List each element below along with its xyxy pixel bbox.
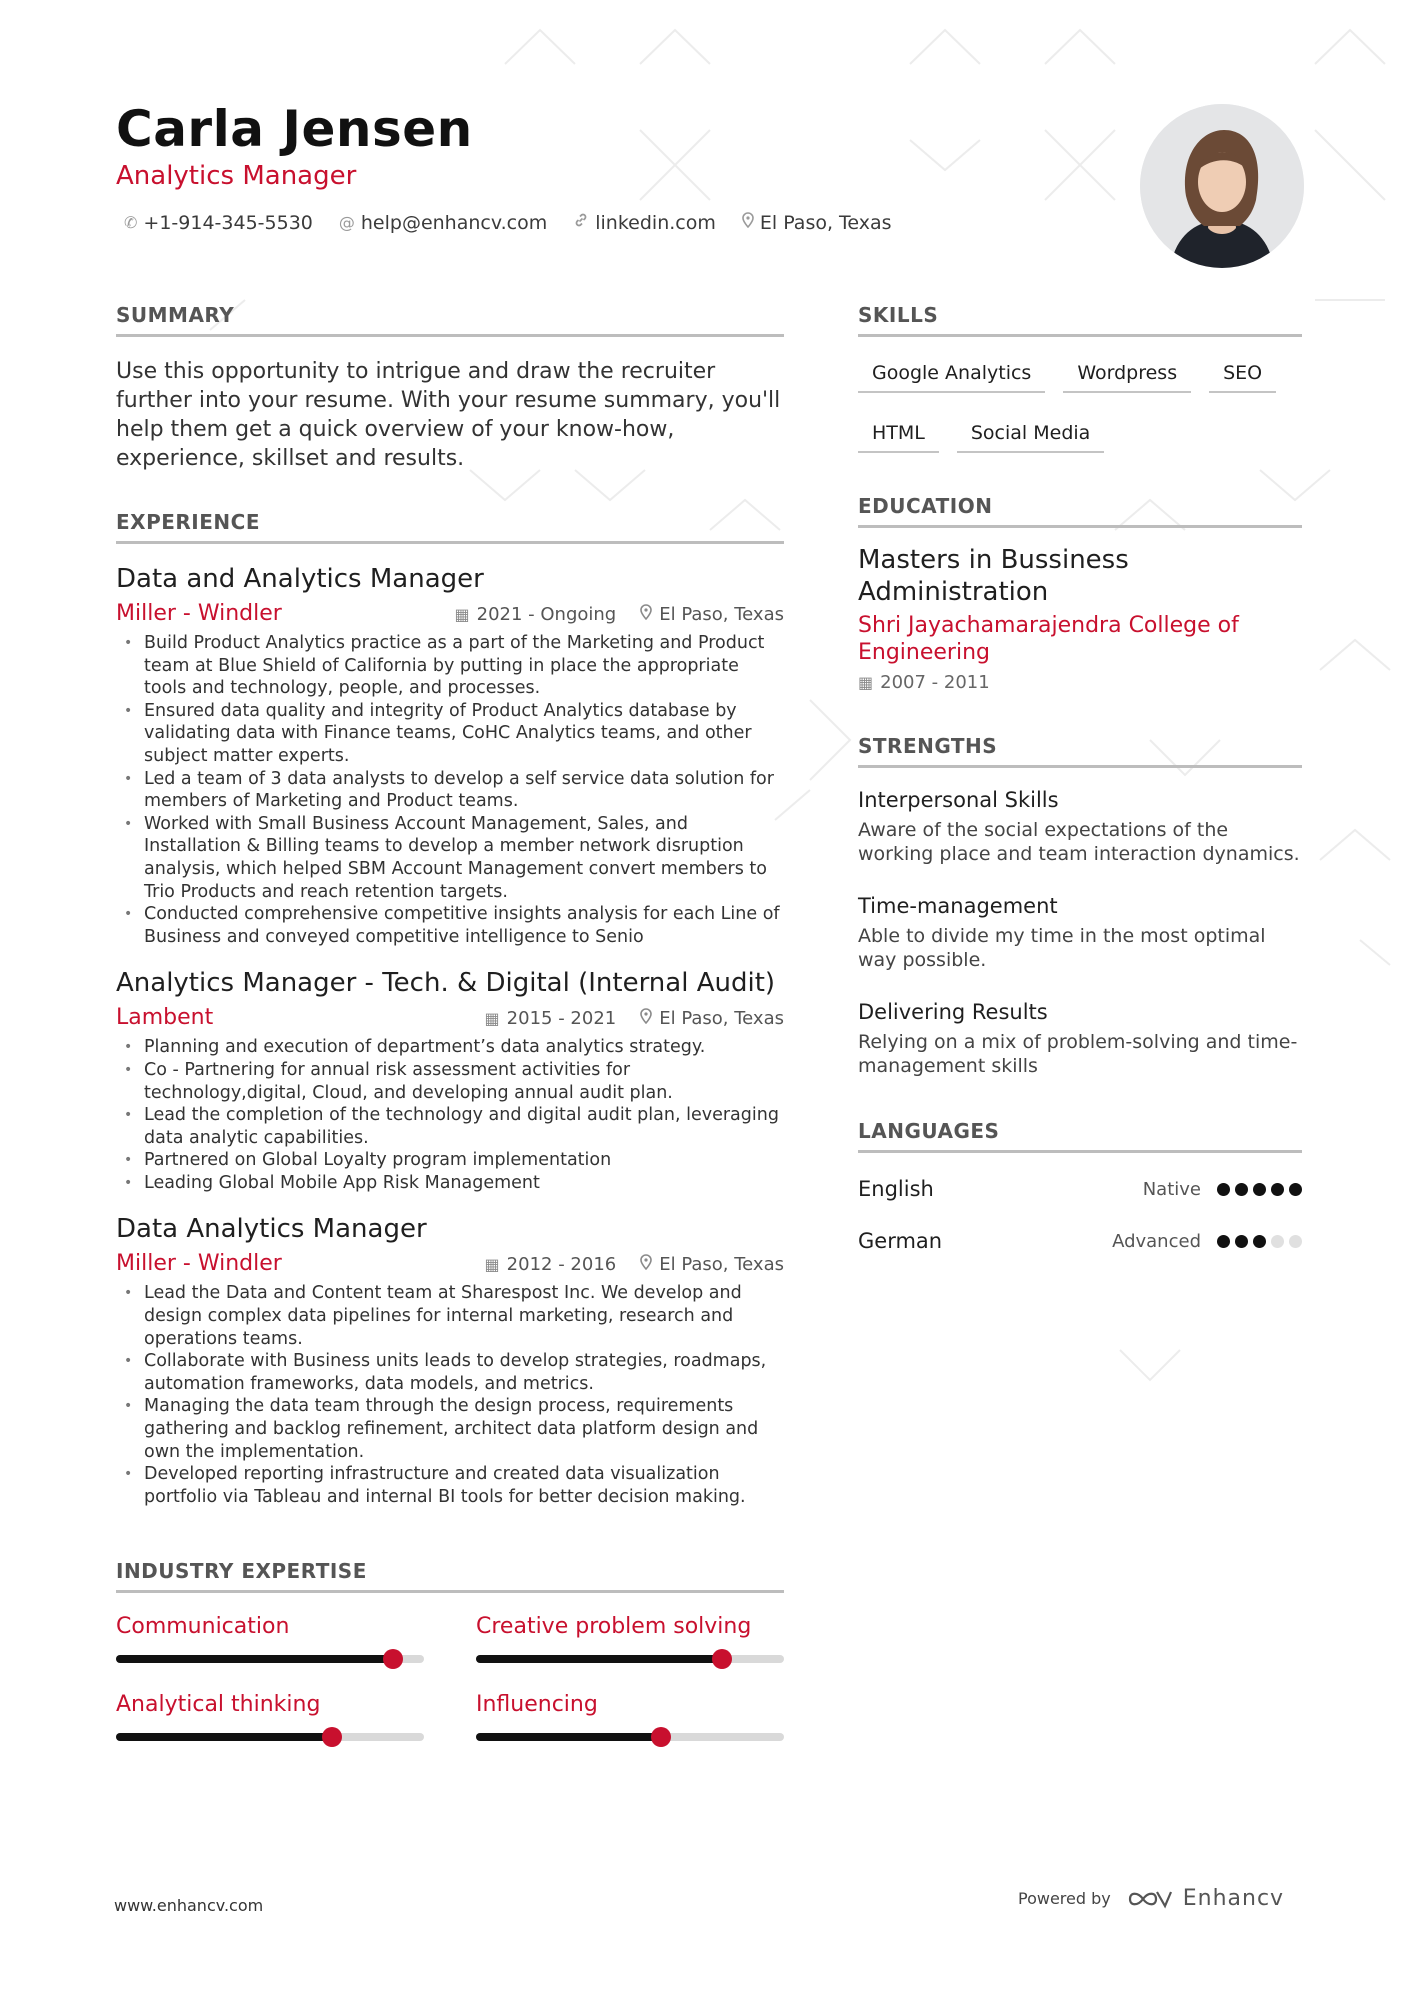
language-row: [858, 1173, 1302, 1205]
contact-bar: [124, 210, 892, 236]
expertise-item: [116, 1691, 424, 1741]
job-location: El Paso, Texas: [659, 1007, 784, 1029]
strength-desc: Aware of the social expectations of the working place and team interaction dynamics.: [858, 819, 1300, 865]
skill-tag: HTML: [858, 415, 939, 453]
level-dot: [1253, 1235, 1266, 1248]
left-column: [116, 302, 784, 1741]
strength-title: Time-management: [858, 894, 1058, 918]
location-pin-icon: [742, 210, 754, 236]
location-text: El Paso, Texas: [759, 212, 892, 234]
phone-icon: ✆: [124, 213, 138, 232]
job-entry: [116, 1212, 784, 1508]
expertise-grid: [116, 1613, 784, 1741]
skill-tag: Wordpress: [1063, 355, 1191, 393]
strength-item: [858, 998, 1302, 1078]
level-dot: [1235, 1183, 1248, 1196]
language-name: English: [858, 1177, 934, 1201]
footer-website[interactable]: www.enhancv.com: [114, 1896, 264, 1915]
summary-section: [116, 302, 784, 473]
language-name: German: [858, 1229, 943, 1253]
job-bullets: [116, 632, 784, 948]
job-bullets: [116, 1036, 784, 1194]
education-section: [858, 493, 1302, 693]
at-icon: @: [338, 213, 355, 232]
expertise-bar: [116, 1733, 424, 1741]
contact-linkedin[interactable]: [573, 210, 716, 236]
job-meta: [116, 600, 784, 628]
phone-text: +1-914-345-5530: [143, 212, 313, 234]
expertise-bar-knob: [322, 1727, 342, 1747]
email-text: help@enhancv.com: [360, 212, 548, 234]
expertise-bar: [476, 1655, 784, 1663]
expertise-bar-fill: [116, 1655, 393, 1663]
calendar-icon: ▦: [454, 604, 470, 624]
job-meta: [116, 1250, 784, 1278]
languages-heading: LANGUAGES: [858, 1118, 1302, 1153]
job-meta: [116, 1004, 784, 1032]
experience-section: [116, 509, 784, 1508]
level-dot: [1253, 1183, 1266, 1196]
job-dates: 2021 - Ongoing: [476, 603, 617, 625]
language-row: [858, 1225, 1302, 1257]
enhancv-logo-icon: [1127, 1888, 1173, 1910]
right-column: [858, 302, 1302, 1257]
strength-title: Delivering Results: [858, 1000, 1048, 1024]
education-school: Shri Jayachamarajendra College of Engineering: [858, 613, 1239, 665]
expertise-bar-fill: [476, 1655, 722, 1663]
job-company: Miller - Windler: [116, 601, 282, 626]
profile-photo: [1140, 104, 1304, 268]
industry-expertise-heading: INDUSTRY EXPERTISE: [116, 1558, 784, 1593]
strength-desc: Relying on a mix of problem-solving and time-management skills: [858, 1031, 1298, 1077]
expertise-bar: [116, 1655, 424, 1663]
strengths-heading: STRENGTHS: [858, 733, 1302, 768]
languages-section: [858, 1118, 1302, 1257]
skill-tag: Google Analytics: [858, 355, 1045, 393]
language-dots: [1217, 1235, 1302, 1248]
job-location: El Paso, Texas: [659, 1253, 784, 1275]
location-pin-icon: [640, 1254, 652, 1274]
bullet-item: • Collaborate with Business units leads to develop strategies, roadmaps, automation frameworks, data models, and metrics.: [144, 1350, 784, 1395]
language-level: Native: [1142, 1178, 1201, 1200]
job-company: Miller - Windler: [116, 1251, 282, 1277]
strengths-section: [858, 733, 1302, 1078]
bullet-item: • Lead the Data and Content team at Sharespost Inc. We develop and design complex data pipelines for internal marketing, research and operations teams.: [144, 1282, 784, 1350]
language-dots: [1217, 1183, 1302, 1196]
level-dot: [1217, 1183, 1230, 1196]
contact-phone[interactable]: [124, 210, 313, 236]
job-entry: [116, 966, 784, 1194]
education-degree: Masters in Bussiness Administration: [858, 545, 1129, 607]
skill-tag: SEO: [1209, 355, 1276, 393]
location-pin-icon: [640, 604, 652, 624]
level-dot: [1235, 1235, 1248, 1248]
job-title: Analytics Manager - Tech. & Digital (Internal Audit): [116, 968, 776, 999]
expertise-label: Communication: [116, 1614, 290, 1640]
powered-by-text: Powered by: [1018, 1889, 1111, 1908]
expertise-bar-fill: [476, 1733, 661, 1741]
location-pin-icon: [640, 1008, 652, 1028]
level-dot: [1289, 1183, 1302, 1196]
bullet-item: • Planning and execution of department’s data analytics strategy.: [144, 1036, 784, 1059]
expertise-bar-knob: [712, 1649, 732, 1669]
bullet-item: • Leading Global Mobile App Risk Management: [144, 1172, 784, 1195]
candidate-role: Analytics Manager: [116, 161, 357, 191]
bullet-item: • Ensured data quality and integrity of Product Analytics database by validating data with Finance teams, CoHC Analytics teams, and other subject matter experts.: [144, 700, 784, 768]
calendar-icon: ▦: [858, 673, 874, 692]
expertise-label: Analytical thinking: [116, 1692, 321, 1718]
job-title: Data and Analytics Manager: [116, 564, 484, 594]
bullet-item: • Managing the data team through the design process, requirements gathering and backlog refinement, architect data platform design and own the implementation.: [144, 1395, 784, 1463]
bullet-item: • Build Product Analytics practice as a part of the Marketing and Product team at Blue Shield of California by putting in place the appropriate tools and technology, people, and processes.: [144, 632, 784, 700]
strength-item: [858, 892, 1302, 972]
expertise-bar-knob: [651, 1727, 671, 1747]
expertise-label: Creative problem solving: [476, 1614, 752, 1640]
level-dot: [1217, 1235, 1230, 1248]
job-dates: 2015 - 2021: [506, 1007, 617, 1029]
calendar-icon: ▦: [484, 1008, 500, 1028]
strength-desc: Able to divide my time in the most optimal way possible.: [858, 925, 1266, 971]
calendar-icon: ▦: [484, 1254, 500, 1274]
summary-text: Use this opportunity to intrigue and draw the recruiter further into your resume. With your resume summary, you'll help them get a quick overview of your know-how, experience, skillset and results.: [116, 359, 781, 471]
strength-item: [858, 786, 1302, 866]
industry-expertise-section: [116, 1558, 784, 1741]
job-title: Data Analytics Manager: [116, 1214, 427, 1245]
bullet-item: • Lead the completion of the technology and digital audit plan, leveraging data analytic capabilities.: [144, 1104, 784, 1149]
job-location: El Paso, Texas: [659, 603, 784, 625]
level-dot: [1271, 1183, 1284, 1196]
education-dates: 2007 - 2011: [880, 672, 990, 693]
job-bullets: [116, 1282, 784, 1508]
candidate-name: Carla Jensen: [116, 100, 473, 158]
bullet-item: • Developed reporting infrastructure and created data visualization portfolio via Tableau and internal BI tools for better decision making.: [144, 1463, 784, 1508]
summary-heading: SUMMARY: [116, 302, 784, 337]
experience-heading: EXPERIENCE: [116, 509, 784, 544]
skills-list: [858, 355, 1302, 453]
bullet-item: • Led a team of 3 data analysts to develop a self service data solution for members of Marketing and Product teams.: [144, 768, 784, 813]
footer-branding: [1018, 1886, 1284, 1911]
bullet-item: • Worked with Small Business Account Management, Sales, and Installation & Billing teams to develop a member network disruption analysis, which helped SBM Account Management convert members to Trio Products and reach retention targets.: [144, 813, 784, 903]
expertise-item: [116, 1613, 424, 1663]
education-dates-row: [858, 672, 1302, 693]
expertise-label: Influencing: [476, 1692, 598, 1718]
linkedin-text: linkedin.com: [595, 212, 716, 234]
expertise-bar-knob: [383, 1649, 403, 1669]
expertise-bar: [476, 1733, 784, 1741]
link-icon: [573, 210, 589, 236]
skill-tag: Social Media: [957, 415, 1104, 453]
job-entry: [116, 562, 784, 948]
strength-title: Interpersonal Skills: [858, 788, 1059, 812]
contact-location: [742, 210, 892, 236]
expertise-item: [476, 1613, 784, 1663]
language-level: Advanced: [1112, 1230, 1201, 1252]
job-company: Lambent: [116, 1005, 214, 1031]
education-heading: EDUCATION: [858, 493, 1302, 528]
enhancv-logo[interactable]: [1127, 1886, 1284, 1911]
expertise-item: [476, 1691, 784, 1741]
contact-email[interactable]: [339, 210, 547, 236]
expertise-bar-fill: [116, 1733, 332, 1741]
bullet-item: • Conducted comprehensive competitive insights analysis for each Line of Business and conveyed competitive intelligence to Senio: [144, 903, 784, 948]
bullet-item: • Partnered on Global Loyalty program implementation: [144, 1149, 784, 1172]
bullet-item: • Co - Partnering for annual risk assessment activities for technology,digital, Cloud, and developing annual audit plan.: [144, 1059, 784, 1104]
brand-name: Enhancv: [1182, 1886, 1285, 1911]
level-dot: [1271, 1235, 1284, 1248]
skills-section: [858, 302, 1302, 453]
skills-heading: SKILLS: [858, 302, 1302, 337]
level-dot: [1289, 1235, 1302, 1248]
job-dates: 2012 - 2016: [506, 1253, 617, 1275]
